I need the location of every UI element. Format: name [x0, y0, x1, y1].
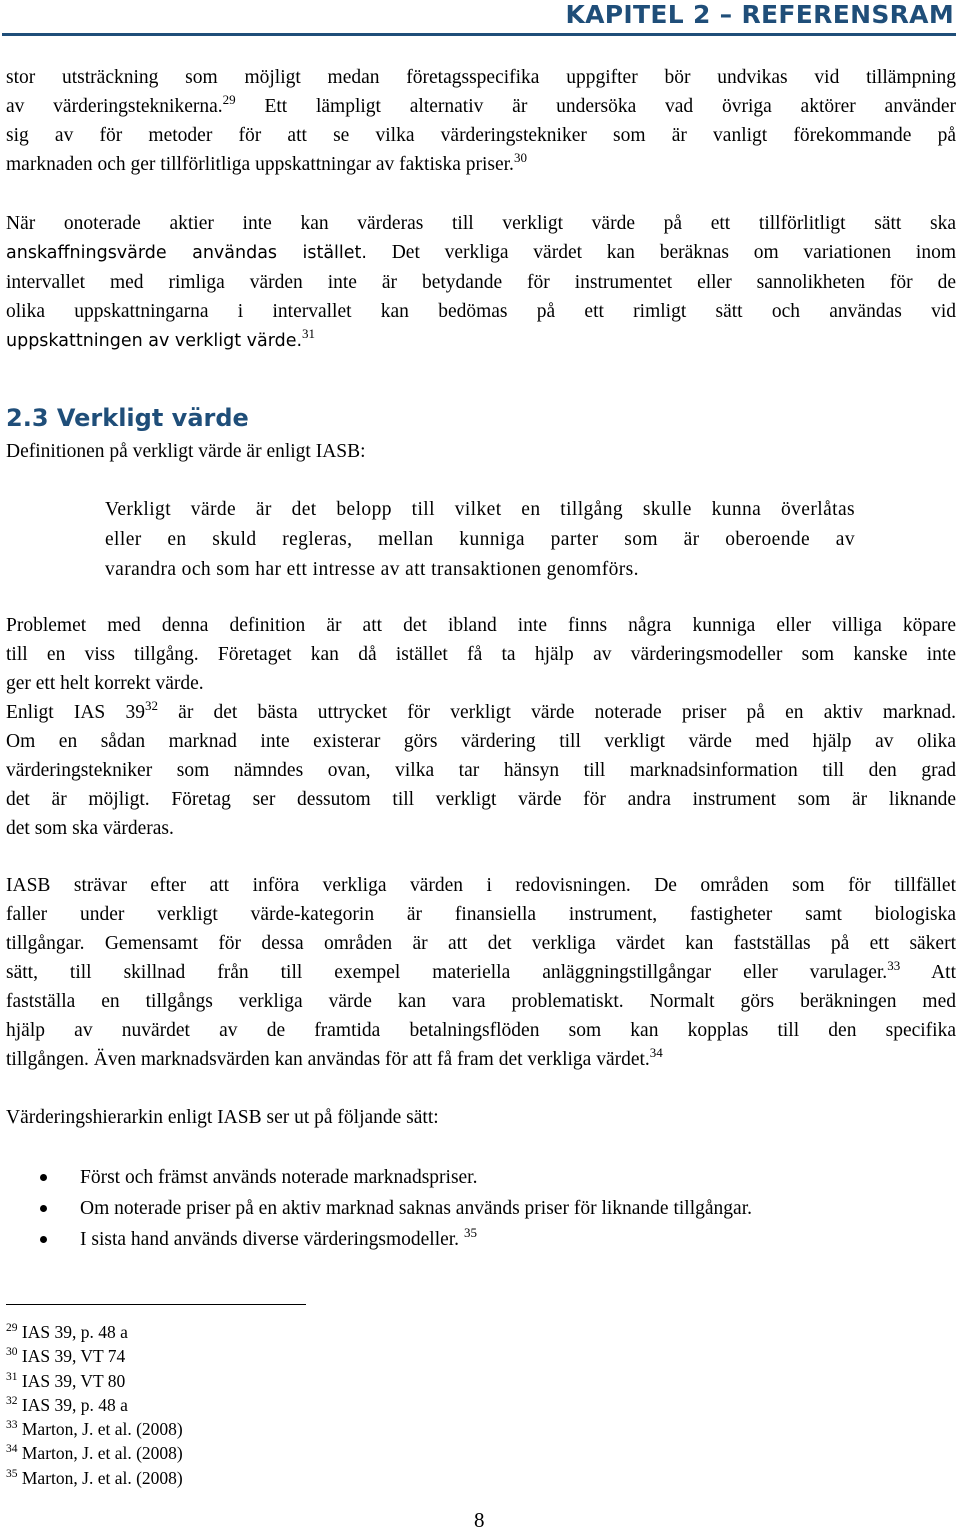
footnote-ref-29[interactable]: 29	[222, 92, 236, 107]
footnote-ref-30[interactable]: 30	[513, 150, 527, 165]
footnote-ref-31[interactable]: 31	[302, 326, 316, 341]
text-line: det är möjligt. Företag ser dessutom till verkligt värde för andra instrument som är liknande	[6, 789, 956, 810]
footnote-ref-32[interactable]: 32	[144, 698, 158, 713]
footnote-item: $^{29}$ IAS 39, p. 48 a	[6, 1322, 128, 1342]
page-number: 8	[474, 1508, 485, 1532]
footnote-separator	[6, 1304, 306, 1305]
text-line: Om en sådan marknad inte existerar görs värdering till verkligt värde med hjälp av olika	[6, 731, 956, 752]
paragraph-ias39	[6, 698, 956, 843]
text-line: sig av för metoder för att se vilka värderingstekniker som är vanligt förekommande på	[6, 125, 956, 146]
text-line: till en viss tillgång. Företaget kan då istället få ta hjälp av värderingsmodeller som kanske inte	[6, 644, 956, 665]
text-line: tillgångar. Gemensamt för dessa områden är att det verkliga värdet kan fastställas på ett säkert	[6, 933, 956, 954]
chapter-header: KAPITEL 2 – REFERENSRAM	[565, 0, 954, 29]
bullet-icon	[40, 1205, 47, 1212]
list-item: Om noterade priser på en aktiv marknad saknas används priser för liknande tillgångar.	[40, 1193, 752, 1224]
list-item: Först och främst används noterade marknadspriser.	[40, 1162, 752, 1193]
text-line: När onoterade aktier inte kan värderas till verkligt värde på ett tillförlitligt sätt ska	[6, 213, 956, 234]
paragraph-unlisted-shares	[6, 209, 956, 356]
footnote-item: $^{32}$ IAS 39, p. 48 a	[6, 1394, 128, 1415]
footnote-ref-35[interactable]: 35	[463, 1225, 477, 1240]
paragraph-definition-problem	[6, 611, 956, 698]
text-line: uppskattningen av verkligt värde.$^{31}$	[6, 326, 316, 351]
text-line: Problemet med denna definition är att det ibland inte finns några kunniga eller villiga köpare	[6, 615, 956, 636]
text-line: stor utsträckning som möjligt medan företagsspecifika uppgifter bör undvikas vid tillämpning	[6, 67, 956, 88]
paragraph-hierarchy-intro: Värderingshierarkin enligt IASB ser ut på följande sätt:	[6, 1107, 439, 1128]
text-line: IASB strävar efter att införa verkliga värden i redovisningen. De områden som för tillfället	[6, 875, 956, 896]
section-intro: Definitionen på verkligt värde är enligt IASB:	[6, 441, 366, 462]
footnote-ref-34[interactable]: 34	[649, 1045, 663, 1060]
text-line: ger ett helt korrekt värde.	[6, 673, 204, 694]
paragraph-valuation-techniques	[6, 63, 956, 179]
footnote-item: $^{30}$ IAS 39, VT 74	[6, 1346, 126, 1367]
text-line: sätt, till skillnad från till exempel materiella anläggningstillgångar eller varulager.$^{33}$ Att	[6, 958, 956, 983]
footnotes	[6, 1320, 183, 1490]
text-line: olika uppskattningarna i intervallet kan bedömas på ett rimligt sätt och användas vid	[6, 301, 956, 322]
definition-quote	[105, 495, 855, 585]
footnote-item: $^{34}$ Marton, J. et al. (2008)	[6, 1443, 183, 1464]
text-line: Enligt IAS $39^{32}$ är det bästa uttrycket för verkligt värde noterade priser på en aktiv marknad.	[6, 698, 956, 723]
text-line: marknaden och ger tillförlitliga uppskattningar av faktiska priser.$^{30}$	[6, 150, 527, 175]
footnote-item: $^{33}$ Marton, J. et al. (2008)	[6, 1419, 183, 1440]
quote-line: varandra och som har ett intresse av att transaktionen genomförs.	[105, 559, 639, 580]
quote-line: eller en skuld regleras, mellan kunniga parter som är oberoende av	[105, 529, 855, 550]
text-line: fastställa en tillgångs verkliga värde kan vara problematiskt. Normalt görs beräkningen med	[6, 991, 956, 1012]
section-heading: 2.3 Verkligt värde	[6, 404, 249, 432]
text-line: hjälp av nuvärdet av de framtida betalningsflöden som kan kopplas till den specifika	[6, 1020, 956, 1041]
text-line: det som ska värderas.	[6, 818, 174, 839]
header-rule	[2, 33, 956, 36]
footnote-item: $^{35}$ Marton, J. et al. (2008)	[6, 1467, 183, 1488]
text-line: faller under verkligt värde-kategorin är finansiella instrument, fastigheter samt biologiska	[6, 904, 956, 925]
text-line: anskaffningsvärde användas istället. Det verkliga värdet kan beräknas om variationen inom	[6, 242, 956, 263]
text-line: intervallet med rimliga värden inte är betydande för instrumentet eller sannolikheten för de	[6, 272, 956, 293]
text-line: värderingstekniker som nämndes ovan, vilka tar hänsyn till marknadsinformation till den grad	[6, 760, 956, 781]
footnote-item: $^{31}$ IAS 39, VT 80	[6, 1370, 126, 1391]
text-line: av värderingsteknikerna.$^{29}$ Ett lämpligt alternativ är undersöka vad övriga aktörer använder	[6, 92, 956, 117]
hierarchy-list	[40, 1162, 752, 1255]
text-line: tillgången. Även marknadsvärden kan användas för att få fram det verkliga värdet.$^{34}$	[6, 1045, 663, 1070]
bullet-icon	[40, 1236, 47, 1243]
list-item: I sista hand används diverse värderingsmodeller. $^{35}$	[40, 1224, 752, 1255]
paragraph-iasb-fair-values	[6, 871, 956, 1074]
quote-line: Verkligt värde är det belopp till vilket en tillgång skulle kunna överlåtas	[105, 499, 855, 520]
footnote-ref-33[interactable]: 33	[887, 958, 901, 973]
bullet-icon	[40, 1174, 47, 1181]
